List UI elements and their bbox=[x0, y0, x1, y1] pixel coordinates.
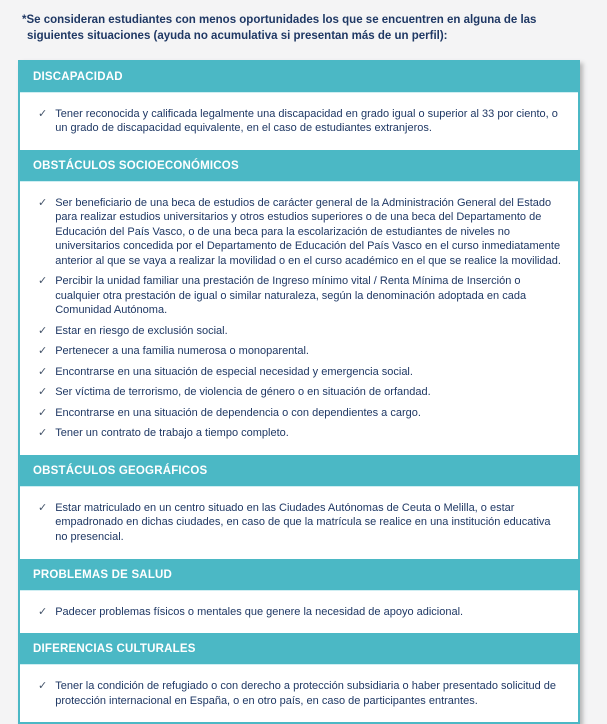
section-body bbox=[20, 182, 578, 455]
checkmark-icon: ✓ bbox=[38, 345, 48, 358]
item-text: Ser beneficiario de una beca de estudios de carácter general de la Administración General del Estado para realizar estudios universitarios y otros estudios superiores o de una beca del Departamento de Educación del País Vasco, o de una beca para la escolarización de estudiantes de niveles no universitarios concedida por el Departamento de Educación del País Vasco en el curso inmediatamente anterior al que se vaya a realizar la movilidad o en el curso académico en el que se realice la movilidad. bbox=[55, 196, 561, 267]
list-item bbox=[33, 107, 562, 136]
checkmark-icon: ✓ bbox=[38, 427, 48, 440]
section-problemas-de-salud bbox=[20, 559, 578, 634]
list-item bbox=[33, 344, 562, 359]
document-page bbox=[0, 13, 607, 724]
section-header bbox=[20, 456, 578, 487]
checkmark-icon: ✓ bbox=[38, 501, 48, 514]
section-obstaculos-socioeconomicos bbox=[20, 150, 578, 455]
item-text: Percibir la unidad familiar una prestación de Ingreso mínimo vital / Renta Mínima de Inserción o cualquier otra prestación de igual o similar naturaleza, según la denominación adoptada en cada Comunidad Autónoma. bbox=[55, 275, 527, 317]
item-text: Tener reconocida y calificada legalmente una discapacidad en grado igual o superior al 33 por ciento, o un grado de discapacidad equivalente, en el caso de estudiantes extranjeros. bbox=[55, 107, 558, 135]
section-body bbox=[20, 487, 578, 559]
checkmark-icon: ✓ bbox=[38, 196, 48, 209]
section-body bbox=[20, 665, 578, 722]
item-text: Estar matriculado en un centro situado en las Ciudades Autónomas de Ceuta o Melilla, o estar empadronado en dichas ciudades, en caso de que la matrícula se realice en una institución educativa no presencial. bbox=[55, 501, 551, 543]
item-text: Ser víctima de terrorismo, de violencia de género o en situación de orfandad. bbox=[55, 386, 431, 399]
checkmark-icon: ✓ bbox=[38, 386, 48, 399]
item-text: Padecer problemas físicos o mentales que genere la necesidad de apoyo adicional. bbox=[55, 605, 464, 618]
item-text: Pertenecer a una familia numerosa o monoparental. bbox=[55, 345, 309, 358]
section-header bbox=[20, 62, 578, 93]
checkmark-icon: ✓ bbox=[38, 107, 48, 120]
section-title: DIFERENCIAS CULTURALES bbox=[33, 643, 196, 656]
section-diferencias-culturales bbox=[20, 633, 578, 722]
item-text: Tener un contrato de trabajo a tiempo completo. bbox=[55, 427, 289, 440]
section-title: OBSTÁCULOS SOCIOECONÓMICOS bbox=[33, 159, 239, 172]
list-item bbox=[33, 385, 562, 400]
checkmark-icon: ✓ bbox=[38, 324, 48, 337]
item-text: Encontrarse en una situación de especial necesidad y emergencia social. bbox=[55, 365, 413, 378]
item-text: Encontrarse en una situación de dependencia o con dependientes a cargo. bbox=[55, 406, 421, 419]
section-body bbox=[20, 591, 578, 634]
section-header bbox=[20, 151, 578, 182]
section-body bbox=[20, 93, 578, 150]
section-title: DISCAPACIDAD bbox=[33, 70, 123, 83]
checkmark-icon: ✓ bbox=[38, 680, 48, 693]
list-item bbox=[33, 501, 562, 545]
intro-note: *Se consideran estudiantes con menos oportunidades los que se encuentren en alguna de las siguientes situaciones (ayuda no acumulativa si presentan más de un perfil): bbox=[22, 14, 537, 42]
item-text: Estar en riesgo de exclusión social. bbox=[55, 324, 228, 337]
item-text: Tener la condición de refugiado o con derecho a protección subsidiaria o haber presentado solicitud de protección internacional en España, o en otro país, en caso de participantes entrantes. bbox=[55, 680, 557, 707]
list-item bbox=[33, 406, 562, 421]
list-item bbox=[33, 605, 562, 620]
list-item bbox=[33, 196, 562, 269]
checkmark-icon: ✓ bbox=[38, 275, 48, 288]
checkmark-icon: ✓ bbox=[38, 365, 48, 378]
list-item bbox=[33, 274, 562, 318]
section-title: PROBLEMAS DE SALUD bbox=[33, 568, 173, 581]
list-item bbox=[33, 426, 562, 441]
list-item bbox=[33, 679, 562, 708]
checkmark-icon: ✓ bbox=[38, 605, 48, 618]
checkmark-icon: ✓ bbox=[38, 406, 48, 419]
section-header bbox=[20, 634, 578, 665]
eligibility-profiles-panel bbox=[18, 60, 580, 724]
list-item bbox=[33, 365, 562, 380]
section-discapacidad bbox=[20, 62, 578, 150]
list-item bbox=[33, 324, 562, 339]
section-obstaculos-geograficos bbox=[20, 455, 578, 559]
section-title: OBSTÁCULOS GEOGRÁFICOS bbox=[33, 464, 208, 477]
section-header bbox=[20, 560, 578, 591]
